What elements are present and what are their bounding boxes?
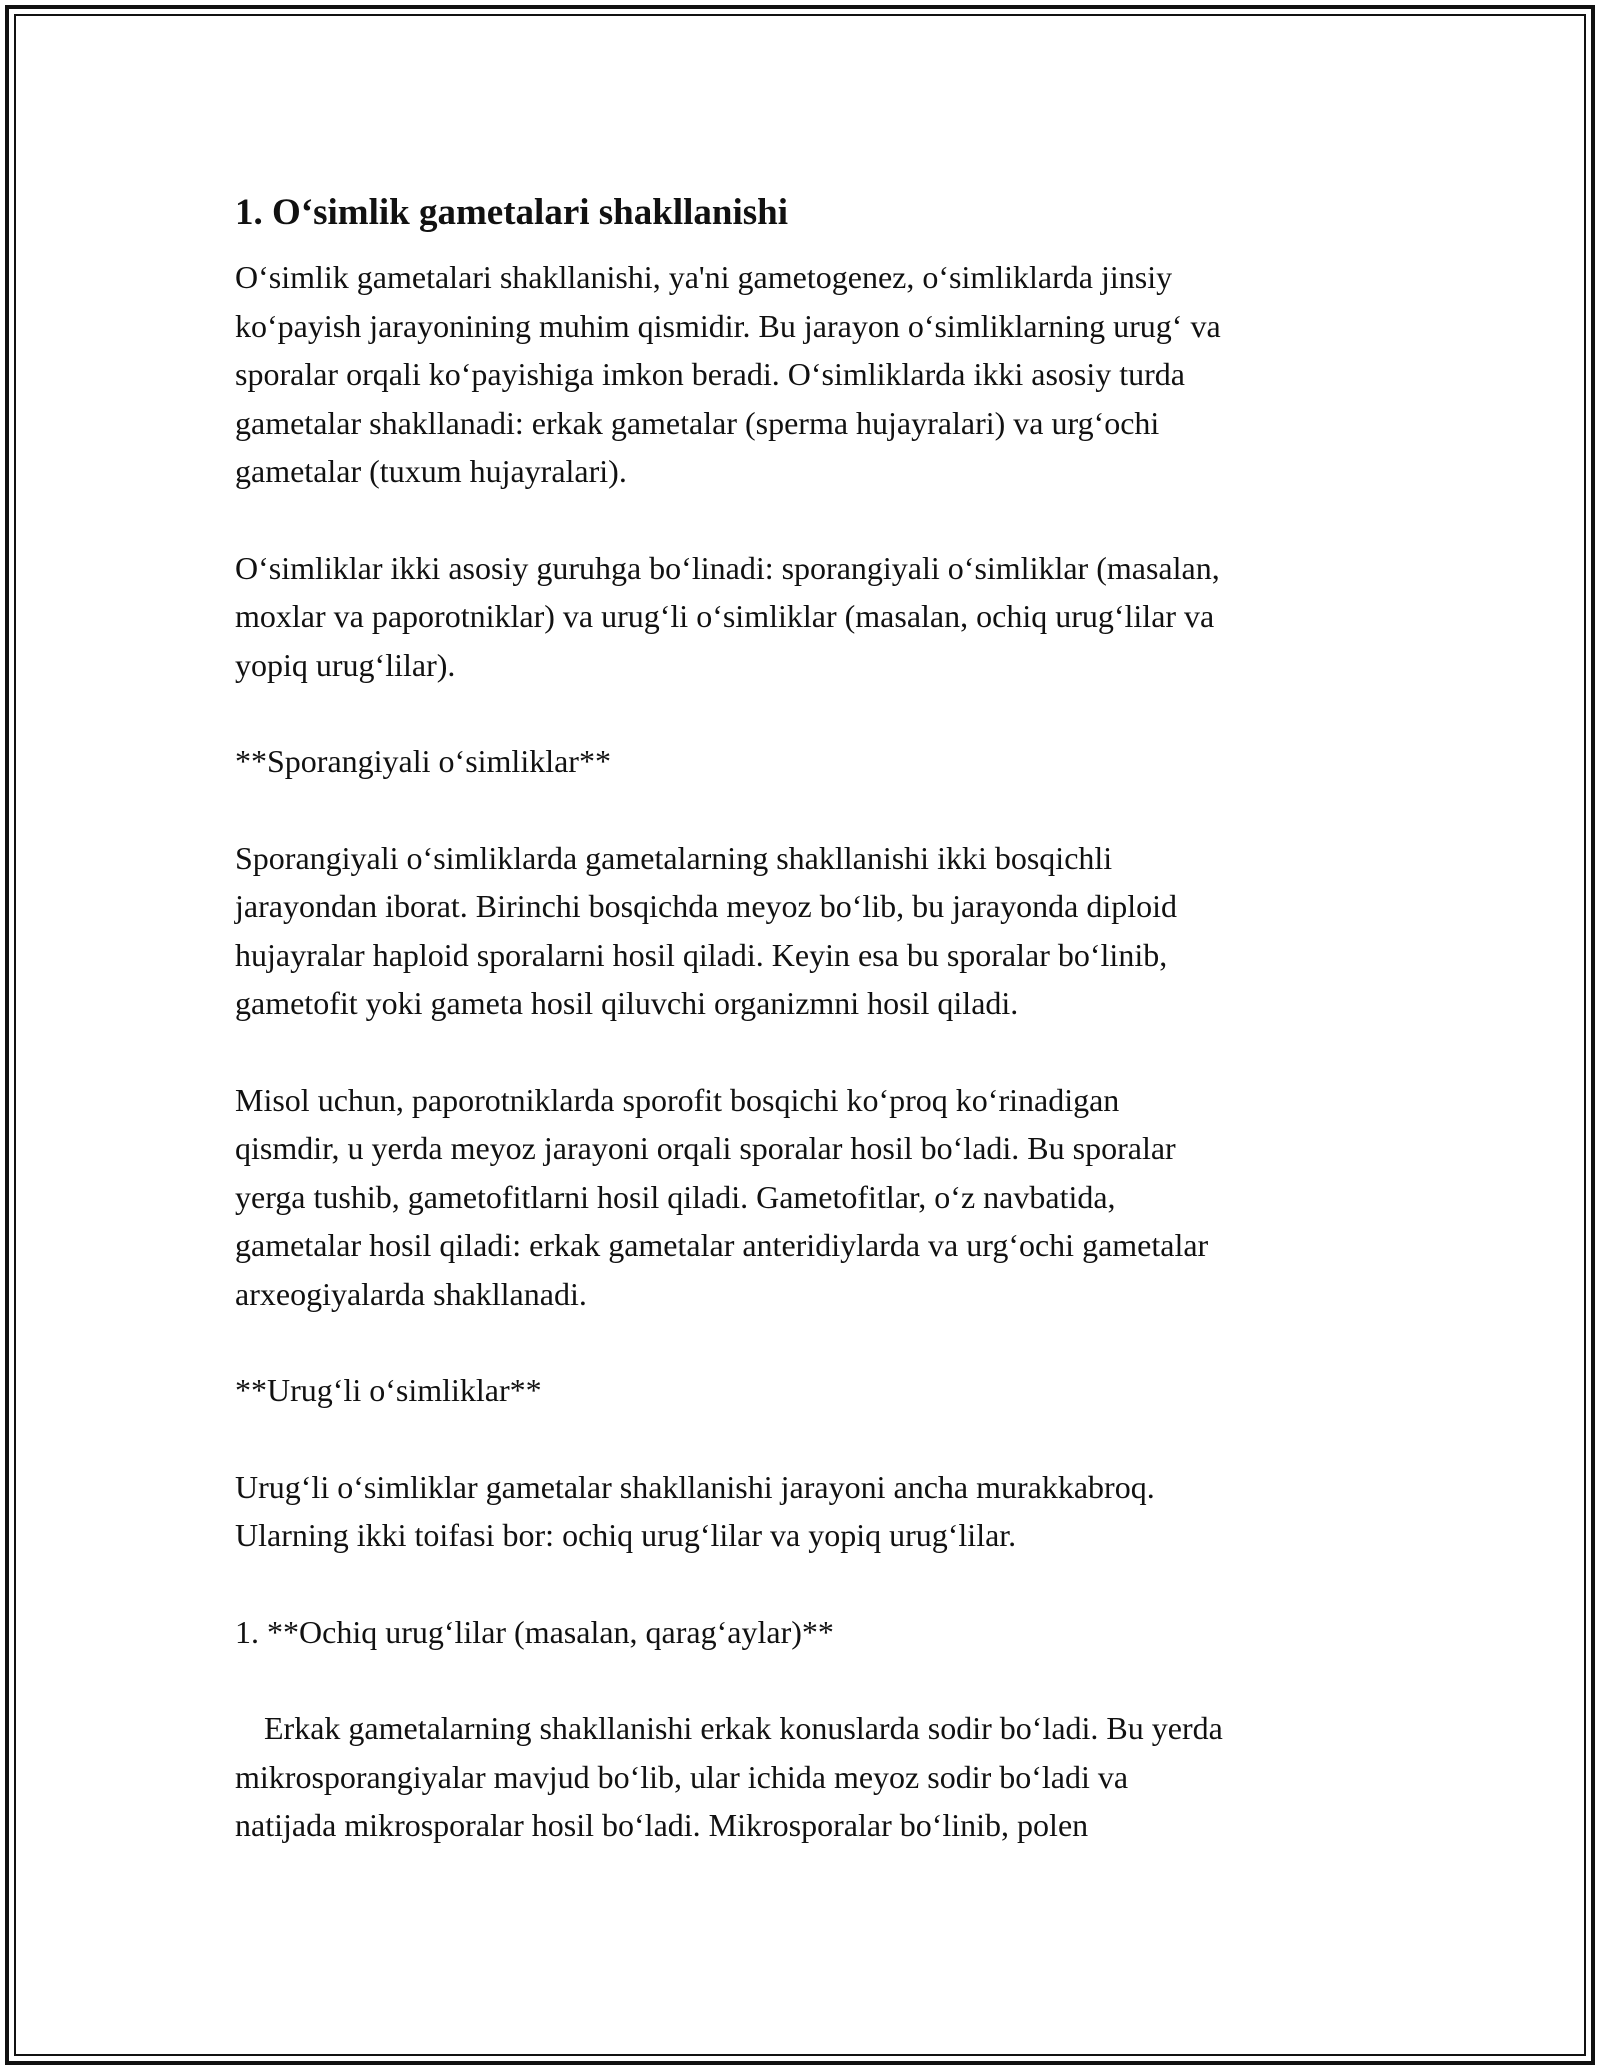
text-line: O‘simliklar ikki asosiy guruhga bo‘linadi: sporangiyali o‘simliklar (masalan,: [235, 549, 1220, 586]
text-line: gametalar hosil qiladi: erkak gametalar anteridiylarda va urg‘ochi gametalar: [235, 1227, 1209, 1263]
document-title: 1. O‘simlik gametalari shakllanishi: [235, 192, 789, 233]
text-line: mikrosporangiyalar mavjud bo‘lib, ular ichida meyoz sodir bo‘ladi va: [235, 1758, 1129, 1795]
text-line: sporalar orqali ko‘payishiga imkon beradi. O‘simliklarda ikki asosiy turda: [235, 356, 1185, 392]
text-line: Erkak gametalarning shakllanishi erkak konuslarda sodir bo‘ladi. Bu yerda: [264, 1710, 1223, 1746]
paragraph-gametogenesis-intro: [235, 253, 1395, 496]
text-line: natijada mikrosporalar hosil bo‘ladi. Mikrosporalar bo‘linib, polen: [235, 1807, 1089, 1843]
text-line: qismdir, u yerda meyoz jarayoni orqali sporalar hosil bo‘ladi. Bu sporalar: [235, 1130, 1176, 1166]
text-line: arxeogiyalarda shakllanadi.: [235, 1275, 587, 1312]
text-line: Misol uchun, paporotniklarda sporofit bosqichi ko‘proq ko‘rinadigan: [235, 1081, 1120, 1118]
text-line: jarayondan iborat. Birinchi bosqichda meyoz bo‘lib, bu jarayonda diploid: [235, 888, 1177, 924]
paragraph-fern-example: [235, 1076, 1395, 1319]
text-line: gametalar (tuxum hujayralari).: [235, 453, 627, 489]
text-line: hujayralar haploid sporalarni hosil qiladi. Keyin esa bu sporalar bo‘linib,: [235, 936, 1168, 973]
list-heading-gymnosperms: [235, 1608, 1395, 1657]
text-line: gametalar shakllanadi: erkak gametalar (sperma hujayralari) va urg‘ochi: [235, 404, 1160, 441]
text-line: yerga tushib, gametofitlarni hosil qiladi. Gametofitlar, o‘z navbatida,: [235, 1178, 1116, 1215]
text-line: **Sporangiyali o‘simliklar**: [235, 743, 611, 779]
paragraph-seed-plants: [235, 1463, 1395, 1560]
text-line: Sporangiyali o‘simliklarda gametalarning shakllanishi ikki bosqichli: [235, 839, 1113, 876]
paragraph-plant-groups: [235, 544, 1395, 690]
paragraph-sporangial-stages: [235, 834, 1395, 1028]
text-line: moxlar va paporotniklar) va urug‘li o‘simliklar (masalan, ochiq urug‘lilar va: [235, 598, 1215, 634]
section-heading-seed-plants: [235, 1366, 1395, 1415]
text-line: **Urug‘li o‘simliklar**: [235, 1372, 542, 1408]
text-line: O‘simlik gametalari shakllanishi, ya'ni gametogenez, o‘simliklarda jinsiy: [235, 259, 1173, 295]
text-line: gametofit yoki gameta hosil qiluvchi organizmni hosil qiladi.: [235, 985, 1019, 1021]
text-line: 1. **Ochiq urug‘lilar (masalan, qarag‘aylar)**: [235, 1613, 834, 1650]
section-heading-sporangial-plants: [235, 737, 1395, 786]
text-line: Urug‘li o‘simliklar gametalar shakllanishi jarayoni ancha murakkabroq.: [235, 1468, 1155, 1505]
paragraph-male-gametes: [235, 1704, 1395, 1850]
text-line: ko‘payish jarayonining muhim qismidir. Bu jarayon o‘simliklarning urug‘ va: [235, 307, 1221, 344]
text-line: yopiq urug‘lilar).: [235, 646, 456, 683]
text-line: Ularning ikki toifasi bor: ochiq urug‘lilar va yopiq urug‘lilar.: [235, 1517, 1017, 1553]
document-body: [235, 185, 1395, 1898]
